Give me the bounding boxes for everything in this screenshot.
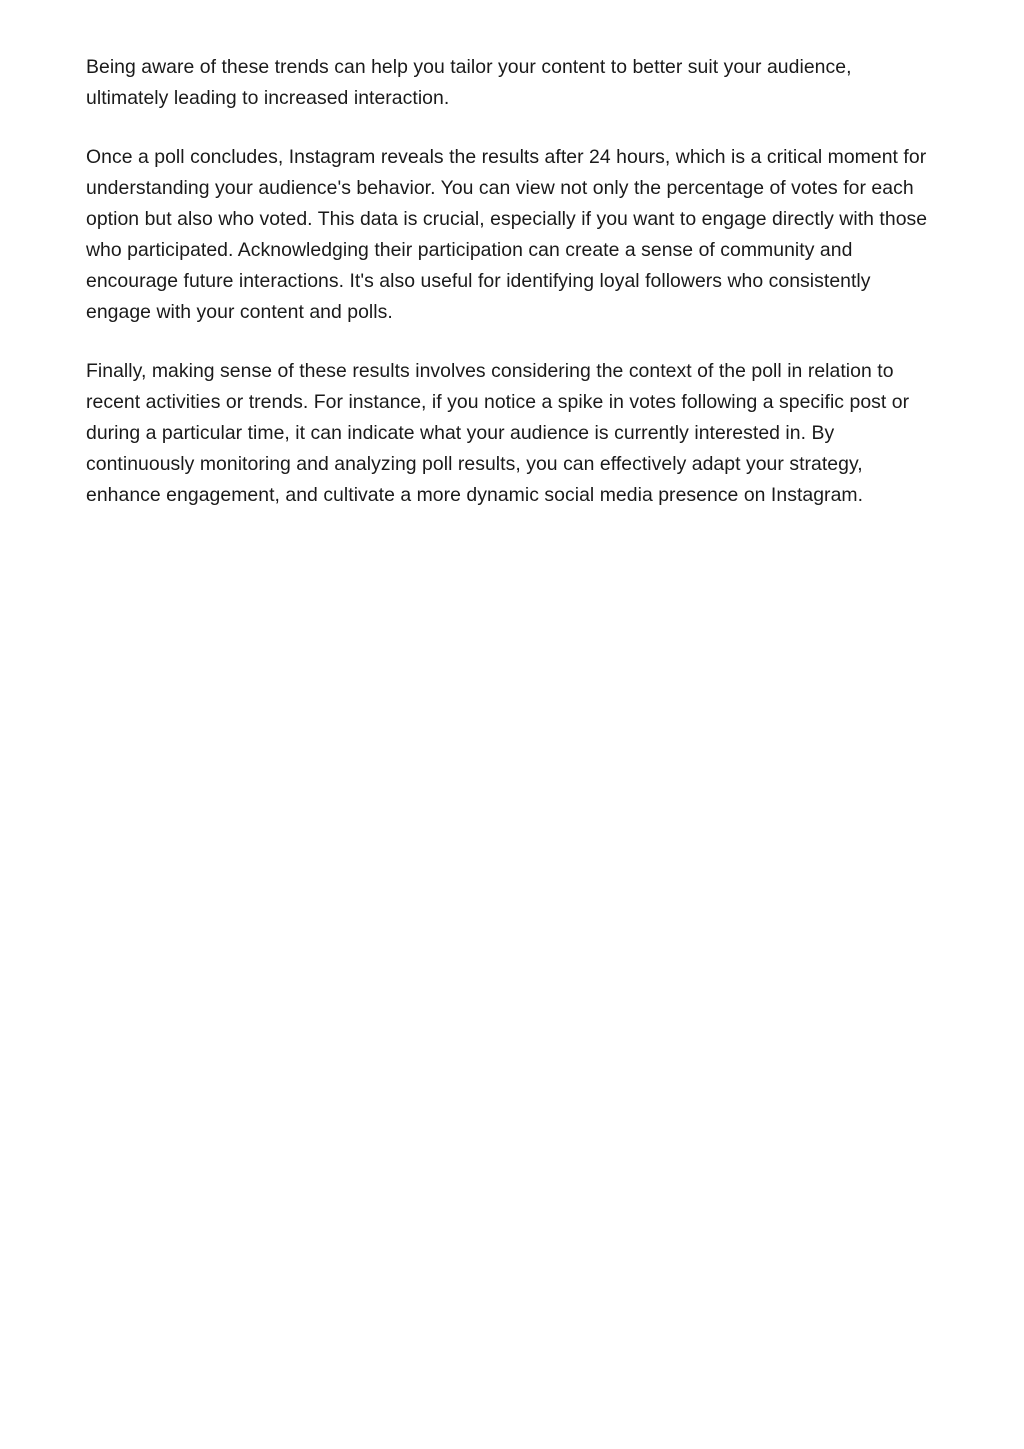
paragraph-conclusion: Finally, making sense of these results involves considering the context of the poll in relation to recent activities or trends. For instance, if you notice a spike in votes following a specific post or during a particular time, it can indicate what your audience is currently interested in. By continuously monitoring and analyzing poll results, you can effectively adapt your strategy, enhance engagement, and cultivate a more dynamic social media presence on Instagram. <box>86 360 910 506</box>
paragraph-poll-results: Once a poll concludes, Instagram reveals the results after 24 hours, which is a critical moment for understanding your audience's behavior. You can view not only the percentage of votes for each option but also who voted. This data is crucial, especially if you want to engage directly with those who participated. Acknowledging their participation can create a sense of community and encourage future interactions. It's also useful for identifying loyal followers who consistently engage with your content and polls. <box>86 146 928 323</box>
document-page <box>86 52 936 539</box>
paragraph-trends: Being aware of these trends can help you tailor your content to better suit your audience, ultimately leading to increased interaction. <box>86 56 852 109</box>
